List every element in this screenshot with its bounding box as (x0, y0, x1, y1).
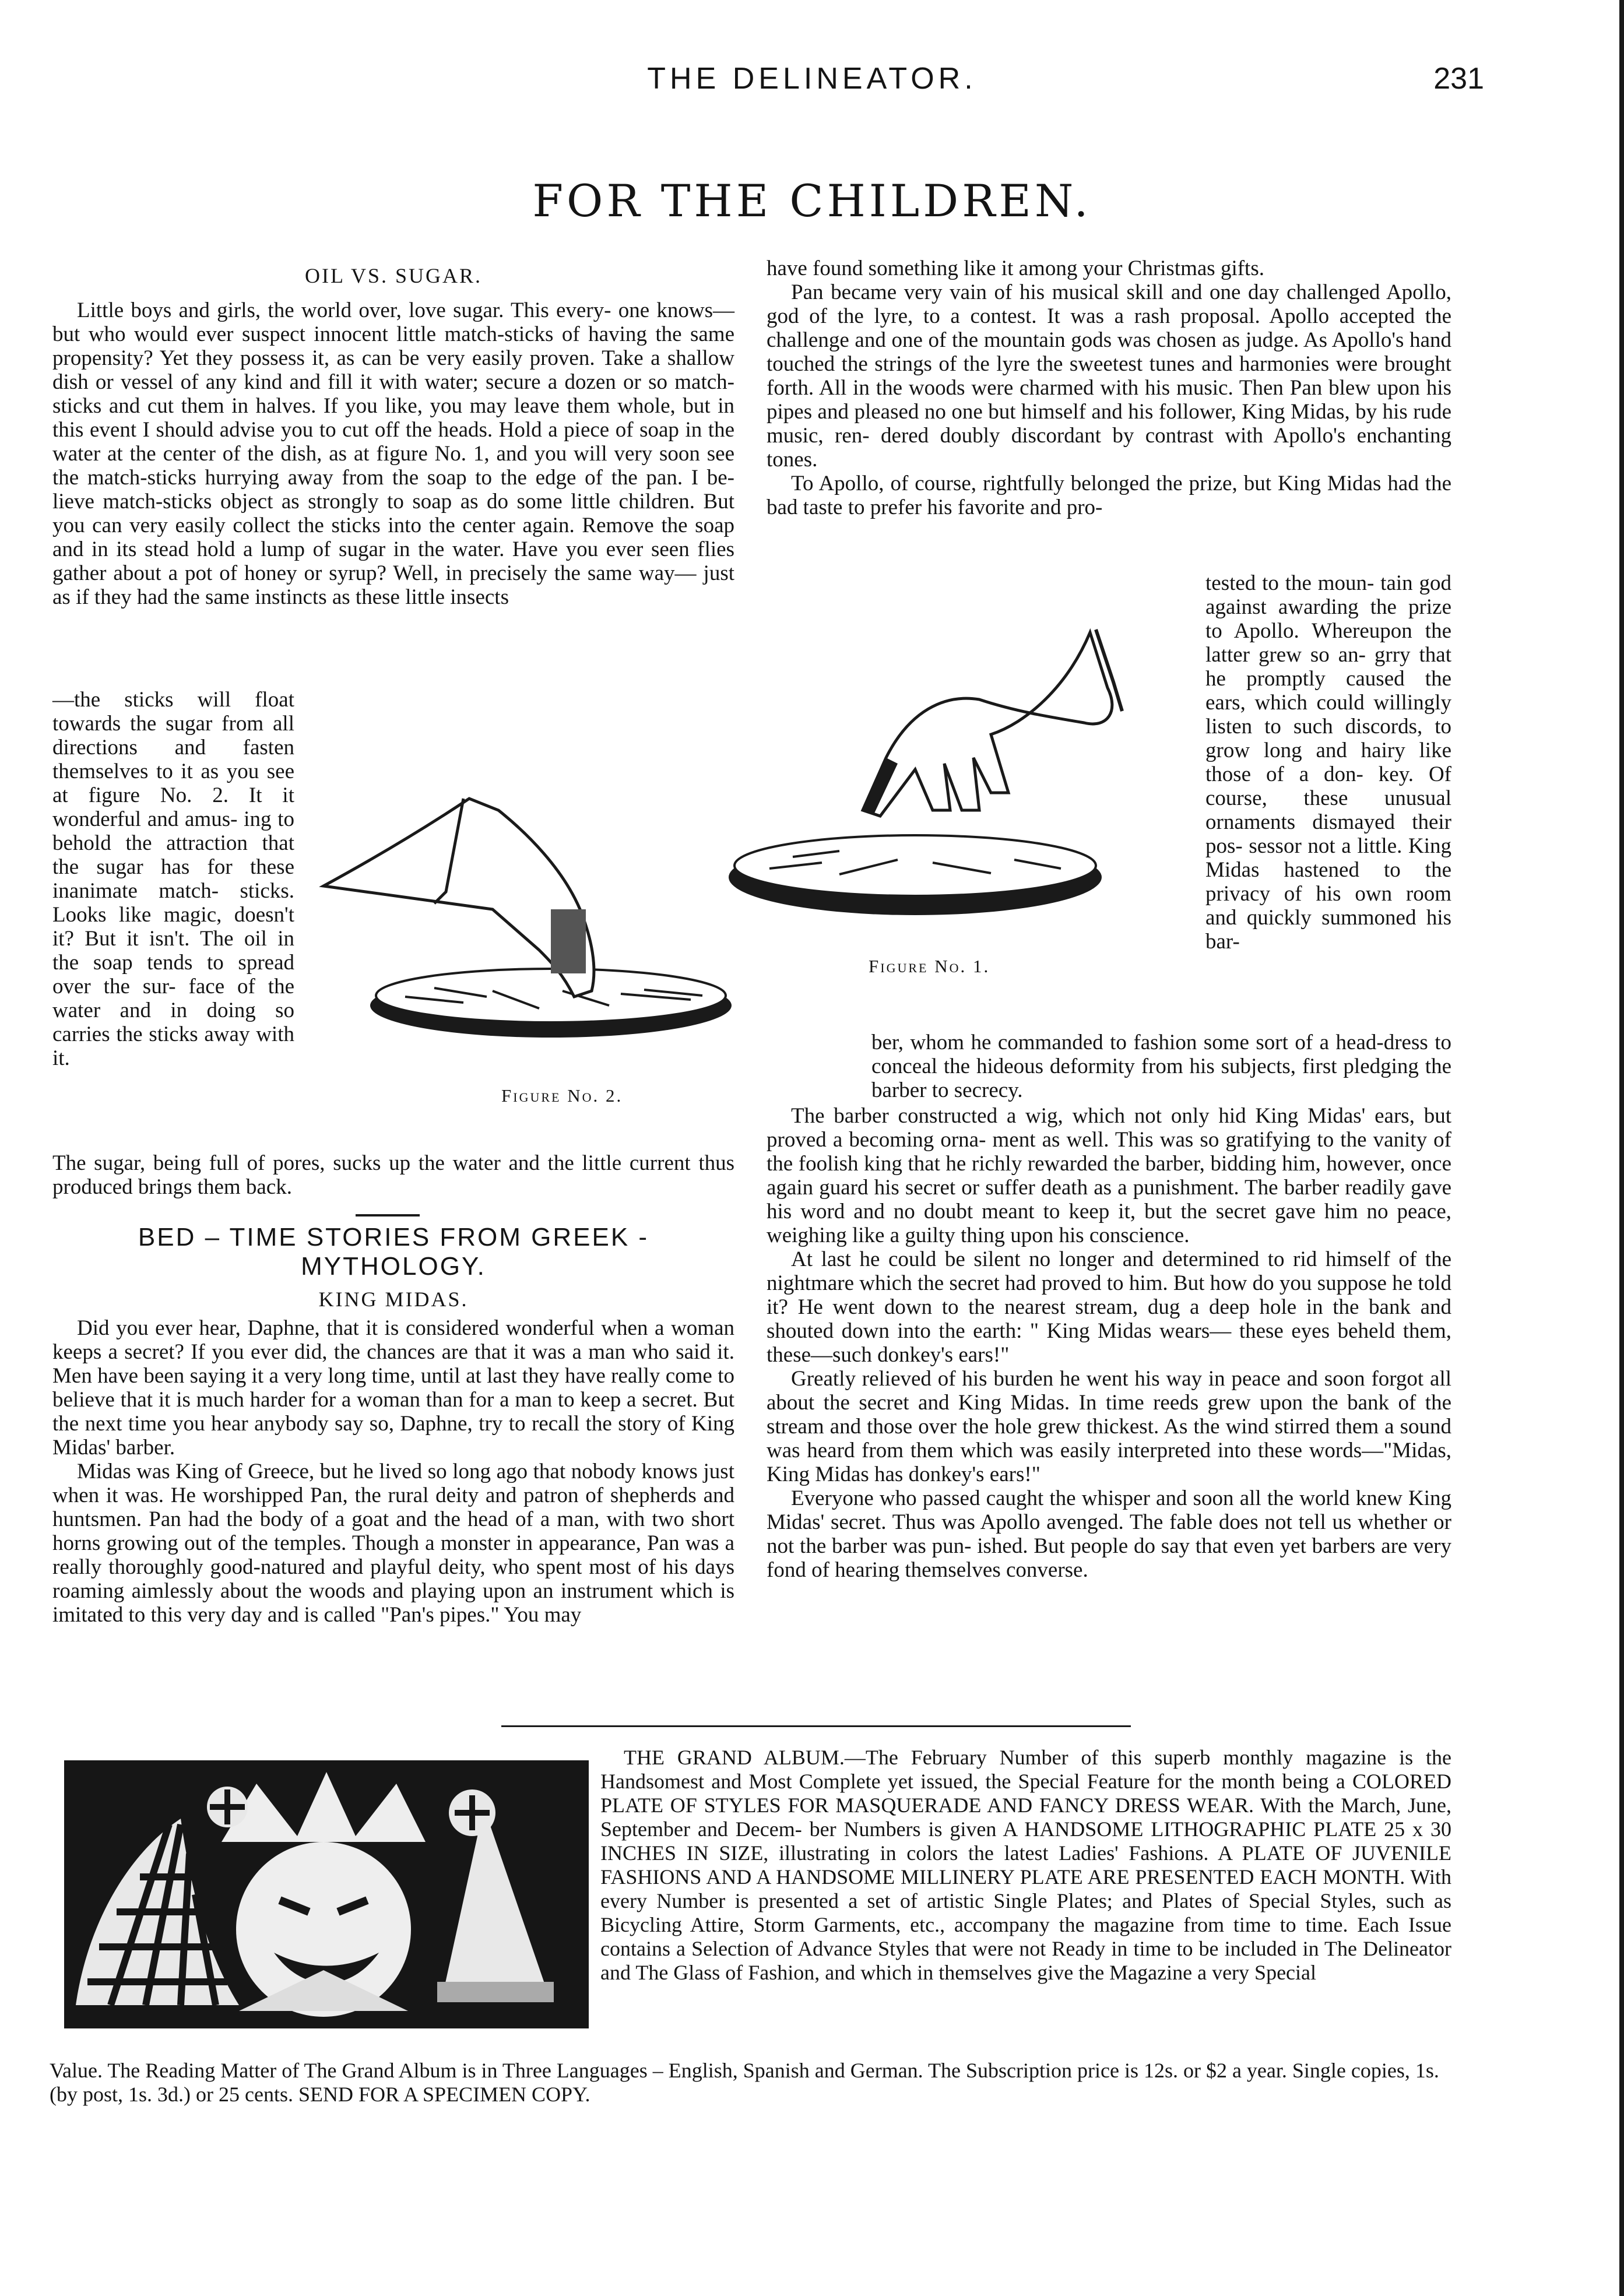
bedtime-para2: Midas was King of Greece, but he lived so long ago that nobody knows just when it was. He worshipped Pan, the rural deity and patron of shepherds and huntsmen. Pan had the body of a goat and the head of a man, with two short horns growing out of the temples. Though a monster in appearance, Pan was a really thoroughly good-natured and playful deity, who spent most of his days roaming aimlessly about the woods and playing upon an instrument which is imitated to this very day and is called "Pan's pipes." You may (52, 1460, 734, 1627)
oil-vs-sugar-paragraph (52, 298, 734, 609)
bedtime-subtitle: KING MIDAS. (318, 1288, 469, 1311)
advert-grand-album (600, 1746, 1451, 1985)
page-edge-rule (1619, 0, 1624, 2296)
hand-with-sugar (324, 799, 594, 997)
bedtime-column-right-wrap (1205, 571, 1451, 954)
bedtime-para6: At last he could be silent no longer and determined to rid himself of the nightmare which the secret had proved to him. But how do you suppose he told it? He went down to the nearest stream, dug a deep hole in the bank and shouted down into the earth: " King Midas wears— these eyes beheld them, these—such donkey's ears!" (767, 1247, 1451, 1367)
article-heading-oil-vs-sugar: OIL VS. SUGAR. (304, 264, 483, 287)
bedtime-title (52, 1223, 734, 1281)
bedtime-title-line1: BED – TIME STORIES FROM GREEK - (138, 1223, 649, 1251)
advert-footer-text: Value. The Reading Matter of The Grand Album is in Three Languages – English, Spanish and German. The Subscription price is 12s. or $2 a year. Single copies, 1s. (by post, 1s. 3d.) or 25 cents. SEND FOR A SPECIMEN COPY. (50, 2059, 1439, 2106)
bedtime-col2-start: have found something like it among your Christmas gifts. (767, 256, 1264, 280)
cross-emblem (207, 1787, 248, 1827)
bedtime-column-right-bottom (767, 1104, 1451, 1582)
oil-vs-sugar-para1-wrap: —the sticks will float towards the sugar from all directions and fasten themselves to it as you see at figure No. 2. It it wonderful and amus- ing to behold the attraction that the sugar has for these inanimate match- sticks. Looks like magic, doesn't it? But it isn't. The oil in the soap tends to spread over the sur- face of the water and in doing so carries the sticks away with it. (52, 688, 294, 1070)
bedtime-para7: Greatly relieved of his burden he went his way in peace and soon forgot all about the secret and King Midas. In time reeds grew upon the bank of the stream and those over the hole grew thickest. As the wind stirred them a sound was heard from them which was easily interpreted into these words—"Midas, King Midas has donkey's ears!" (767, 1367, 1451, 1486)
bedtime-para4-end: ber, whom he commanded to fashion some sort of a head-dress to conceal the hideous deformity from his subjects, first pledging the barber to secrecy. (871, 1031, 1451, 1102)
section-title: FOR THE CHILDREN. (532, 175, 1092, 227)
oil-vs-sugar-para1: Little boys and girls, the world over, love sugar. This every- one knows—but who would ever suspect innocent little match-sticks of having the same propensity? Yet they possess it, as can be very easily proven. Take a shallow dish or vessel of any kind and fill it with water; secure a dozen or so match-sticks and cut them in halves. If you like, you may leave them whole, but in this event I should advise you to cut off the heads. Hold a piece of soap in the water at the center of the dish, as at figure No. 1, and you will very soon see the match-sticks hurrying away from the soap to the edge of the pan. I be- lieve match-sticks object as strongly to soap as do some little children. But you can very easily collect the sticks into the center again. Remove the soap and in its stead hold a lump of sugar in the water. Have you ever seen flies gather about a pot of honey or syrup? Well, in precisely the same way— just as if they had the same instincts as these little insects (52, 298, 734, 609)
figure-1-caption: Figure No. 1. (869, 956, 990, 976)
advert-divider (501, 1725, 1131, 1727)
figure-1-illustration (688, 618, 1189, 944)
star-emblem (449, 1789, 495, 1836)
bedtime-para4-top: To Apollo, of course, rightfully belonged the prize, but King Midas had the bad taste to prefer his favorite and pro- (767, 472, 1451, 519)
jester-mask-illustration (64, 1760, 589, 2028)
oil-vs-sugar-wrap-text (52, 688, 294, 1070)
bedtime-column-right-indented (871, 1031, 1451, 1102)
bedtime-para3: Pan became very vain of his musical skill and one day challenged Apollo, god of the lyre, to a contest. It was a rash proposal. Apollo accepted the challenge and one of the mountain gods was chosen as judge. As Apollo's hand touched the strings of the lyre the sweetest tunes and harmonies were brought forth. All in the woods were charmed with his music. Then Pan blew upon his pipes and pleased no one but himself and his follower, King Midas, by his rude music, ren- dered doubly discordant by contrast with Apollo's enchanting tones. (767, 280, 1451, 472)
advert-footer (50, 2059, 1451, 2107)
oil-vs-sugar-para1-end: The sugar, being full of pores, sucks up the water and the little current thus produced brings them back. (52, 1151, 734, 1199)
bedtime-para8: Everyone who passed caught the whisper and soon all the world knew King Midas' secret. Thus was Apollo avenged. The fable does not tell us whether or not the barber was pun- ished. But people do say that even yet barbers are very fond of hearing themselves converse. (767, 1486, 1451, 1582)
magazine-title: THE DELINEATOR. (647, 62, 977, 96)
oil-vs-sugar-ending (52, 1151, 734, 1199)
bedtime-para1: Did you ever hear, Daphne, that it is considered wonderful when a woman keeps a secret? If you ever did, the chances are that it was a man who said it. Men have been saying it a very long time, until at last they have really come to believe that it is much harder for a woman than for a man to keep a secret. But the next time you hear anybody say so, Daphne, try to recall the story of King Midas' barber. (52, 1316, 734, 1460)
bedtime-column-right-top (767, 256, 1451, 519)
hand-with-soap (863, 630, 1122, 816)
advert-text: THE GRAND ALBUM.—The February Number of this superb monthly magazine is the Handsomest and Most Complete yet issued, the Special Feature for the month being a COLORED PLATE OF STYLES FOR MASQUERADE AND FANCY DRESS WEAR. With the March, June, September and Decem- ber Numbers is given A HANDSOME LITHOGRAPHIC PLATE 25 x 30 INCHES IN SIZE, illustrating in colors the latest Ladies' Fashions. A PLATE OF JUVENILE FASHIONS AND A HANDSOME MILLINERY PLATE ARE PRESENTED EACH MONTH. With every Number is presented a set of artistic Single Plates; and Plates of Special Styles, such as Bicycling Attire, Storm Garments, etc., accompany the magazine from time to time. Each Issue contains a Selection of Advance Styles that were not Ready in time to be included in The Delineator and The Glass of Fashion, and which in themselves give the Magazine a very Special (600, 1746, 1451, 1984)
section-divider (356, 1214, 420, 1216)
soap-dish (729, 835, 1102, 915)
bedtime-title-line2: MYTHOLOGY. (301, 1252, 486, 1281)
sugar-dish (370, 969, 732, 1038)
bedtime-column-left (52, 1316, 734, 1627)
bedtime-para5: The barber constructed a wig, which not only hid King Midas' ears, but proved a becoming orna- ment as well. This was so gratifying to the vanity of the foolish king that he richly rewarded the barber, bidding him, however, once again guard his secret or suffer death as a punishment. The barber readily gave his word and no doubt meant to keep it, but the secret gave him no peace, weighing like a guilty thing upon his conscience. (767, 1104, 1451, 1247)
bedtime-para4-wrap: tested to the moun- tain god against awarding the prize to Apollo. Whereupon the latter grew so an- grry that he promptly caused the ears, which could willingly listen to such discords, to grow long and hairy like those of a don- key. Of course, these unusual ornaments dismayed their pos- sessor not a little. King Midas hastened to the privacy of his own room and quickly summoned his bar- (1205, 571, 1451, 954)
figure-2-caption: Figure No. 2. (501, 1085, 623, 1106)
page-number: 231 (1433, 62, 1484, 96)
